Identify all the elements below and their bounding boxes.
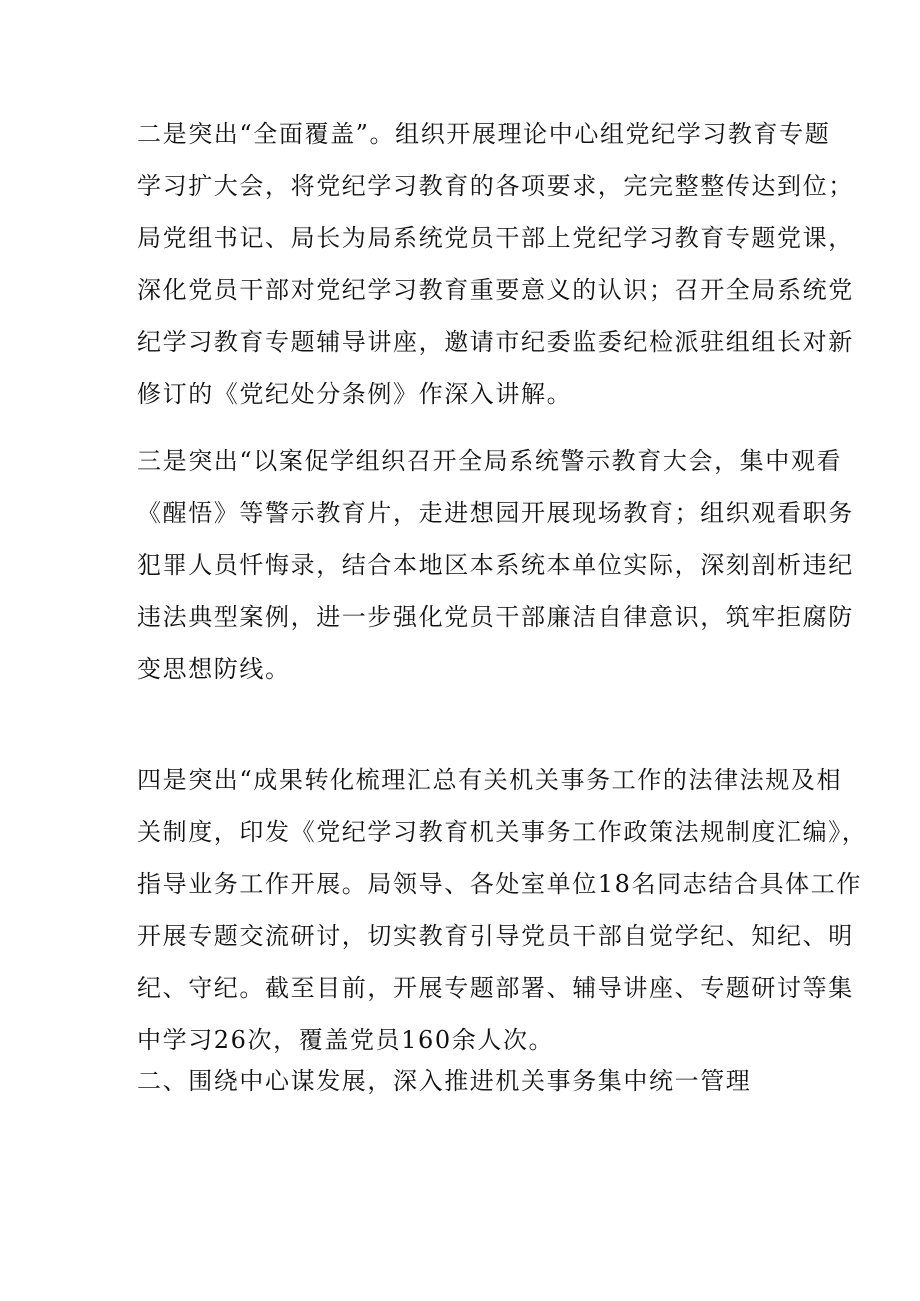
- paragraph-line: 犯罪人员忏悔录，结合本地区本系统本单位实际，深刻剖析违纪: [137, 551, 854, 579]
- paragraph-line: 关制度，印发《党纪学习教育机关事务工作政策法规制度汇编》，: [137, 818, 868, 846]
- paragraph-line: 四是突出“成果转化梳理汇总有关机关事务工作的法律法规及相: [137, 766, 843, 794]
- paragraph-full-coverage: [137, 108, 854, 420]
- paragraph-line: 变思想防线。: [137, 655, 291, 683]
- paragraph-line: 深化党员干部对党纪学习教育重要意义的认识；召开全局系统党: [137, 276, 854, 304]
- paragraph-line: 二是突出“全面覆盖”。组织开展理论中心组党纪学习教育专题: [137, 120, 831, 148]
- section-heading-text: 二、围绕中心谋发展，深入推进机关事务集中统一管理: [137, 1067, 752, 1095]
- paragraph-results-transformation: [137, 754, 868, 1066]
- paragraph-line: 开展专题交流研讨，切实教育引导党员干部自觉学纪、知纪、明: [137, 922, 854, 950]
- paragraph-line: 指导业务工作开展。局领导、各处室单位18名同志结合具体工作: [137, 870, 862, 898]
- paragraph-line: 局党组书记、局长为局系统党员干部上党纪学习教育专题党课，: [137, 224, 854, 252]
- paragraph-line: 纪学习教育专题辅导讲座，邀请市纪委监委纪检派驻组组长对新: [137, 328, 854, 356]
- paragraph-line: 纪、守纪。截至目前，开展专题部署、辅导讲座、专题研讨等集: [137, 974, 854, 1002]
- section-heading: [137, 1055, 797, 1107]
- paragraph-line: 《醒悟》等警示教育片，走进想园开展现场教育；组织观看职务: [137, 499, 854, 527]
- paragraph-line: 三是突出“以案促学组织召开全局系统警示教育大会，集中观看: [137, 447, 843, 475]
- paragraph-line: 学习扩大会，将党纪学习教育的各项要求，完完整整传达到位；: [137, 172, 854, 200]
- paragraph-case-study: [137, 435, 854, 695]
- paragraph-line: 修订的《党纪处分条例》作深入讲解。: [137, 380, 573, 408]
- paragraph-line: 中学习26次，覆盖党员160余人次。: [137, 1026, 555, 1054]
- paragraph-line: 违法典型案例，进一步强化党员干部廉洁自律意识，筑牢拒腐防: [137, 603, 854, 631]
